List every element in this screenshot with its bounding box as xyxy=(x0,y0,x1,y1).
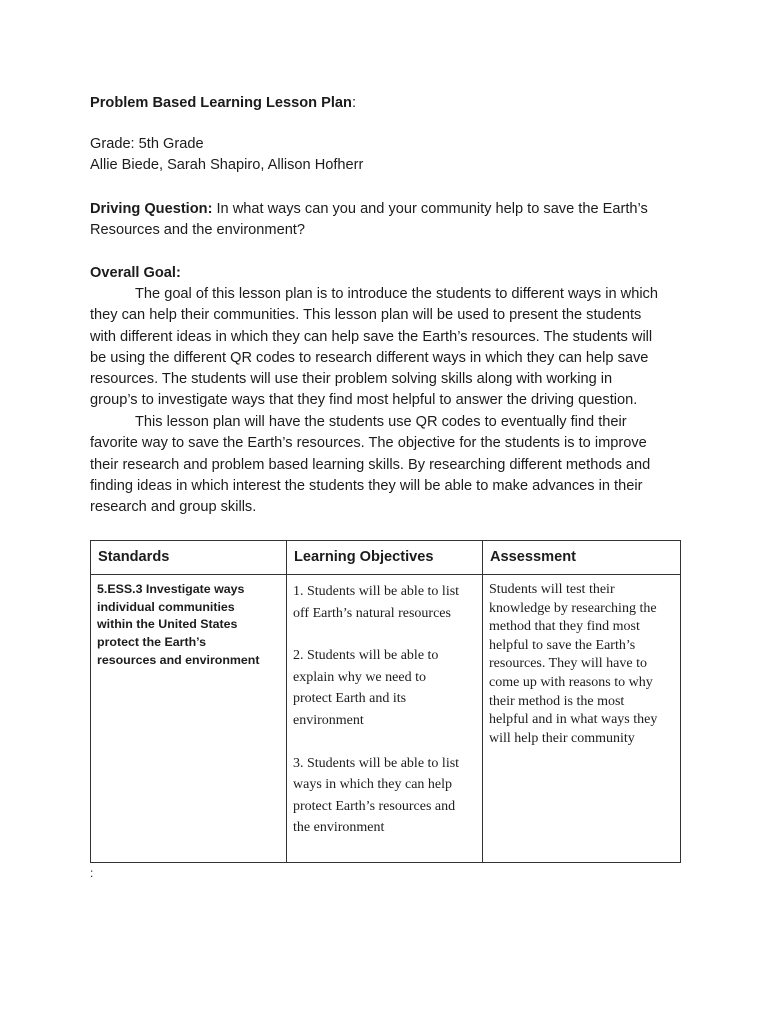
driving-question-text: In what ways can you and your community help to save the Earth’s Resources and the environment? xyxy=(90,201,648,238)
assessment-line: helpful to save the Earth’s xyxy=(489,637,636,653)
driving-question-label: Driving Question: xyxy=(90,201,213,217)
footer-mark: : xyxy=(90,866,94,880)
paragraph-line: their research and problem based learning skills. By researching different methods and xyxy=(90,456,651,473)
assessment-line: will help their community xyxy=(489,730,635,746)
objective-item xyxy=(293,753,476,839)
paragraph-line: favorite way to save the Earth’s resources. The objective for the students is to improve xyxy=(90,435,647,452)
assessment-line: resources. They will have to xyxy=(489,656,647,672)
assessment-line: Students will test their xyxy=(489,582,615,597)
overall-goal-label: Overall Goal: xyxy=(90,265,181,281)
objective-line: 2. Students will be able to xyxy=(293,648,439,664)
objective-line: 1. Students will be able to list xyxy=(293,584,460,599)
paragraph-line: be using the different QR codes to research different ways in which they can help save xyxy=(90,349,649,366)
objective-line: 3. Students will be able to list xyxy=(293,755,460,771)
paragraph-line: group’s to investigate ways that they find most helpful to answer the driving question. xyxy=(90,392,638,409)
objective-line: environment xyxy=(293,712,364,728)
paragraph-line: research and group skills. xyxy=(90,499,257,516)
paragraph-line: The goal of this lesson plan is to introduce the students to different ways in which xyxy=(135,286,658,302)
assessment-cell xyxy=(483,575,681,863)
paragraph-line: This lesson plan will have the students use QR codes to eventually find their xyxy=(135,414,627,430)
standard-line: resources and environment xyxy=(97,652,260,667)
paragraph-line: finding ideas in which interest the students they will be able to make advances in their xyxy=(90,477,643,494)
standards-cell xyxy=(91,575,287,863)
standard-line: within the United States xyxy=(97,617,238,632)
assessment-line: their method is the most xyxy=(489,693,625,709)
grade-line: Grade: 5th Grade xyxy=(90,136,204,152)
assessment-line: helpful and in what ways they xyxy=(489,712,658,728)
driving-question xyxy=(90,199,680,241)
assessment-line: knowledge by researching the xyxy=(489,600,657,616)
goal-paragraph-1 xyxy=(90,284,690,412)
objective-line: explain why we need to xyxy=(293,669,426,685)
objective-item xyxy=(293,645,476,731)
objective-line: protect Earth’s resources and xyxy=(293,798,456,814)
standard-line: individual communities xyxy=(97,599,235,614)
header-learning-objectives: Learning Objectives xyxy=(287,541,483,575)
objective-line: ways in which they can help xyxy=(293,777,453,793)
paragraph-line: resources. The students will use their problem solving skills along with working in xyxy=(90,371,613,388)
standards-table xyxy=(90,540,681,863)
document-title xyxy=(90,93,680,114)
objective-line: off Earth’s natural resources xyxy=(293,605,451,621)
title-text: Problem Based Learning Lesson Plan xyxy=(90,95,352,111)
objectives-cell xyxy=(287,575,483,863)
paragraph-line: with different ideas in which they can help save the Earth’s resources. The students will xyxy=(90,328,653,345)
title-suffix: : xyxy=(351,95,357,111)
objective-line: the environment xyxy=(293,820,385,836)
goal-paragraph-2 xyxy=(90,412,690,518)
table-header-row xyxy=(91,541,681,575)
authors-line: Allie Biede, Sarah Shapiro, Allison Hofherr xyxy=(90,157,364,173)
standard-line: protect the Earth’s xyxy=(97,635,207,650)
assessment-line: method that they find most xyxy=(489,619,640,635)
header-standards: Standards xyxy=(91,541,287,575)
table-row xyxy=(91,575,681,863)
standard-line: 5.ESS.3 Investigate ways xyxy=(97,582,245,596)
objective-line: protect Earth and its xyxy=(293,691,407,707)
assessment-line: come up with reasons to why xyxy=(489,674,653,690)
paragraph-line: they can help their communities. This lesson plan will be used to present the students xyxy=(90,307,642,324)
objective-item xyxy=(293,581,476,624)
header-assessment: Assessment xyxy=(483,541,681,575)
